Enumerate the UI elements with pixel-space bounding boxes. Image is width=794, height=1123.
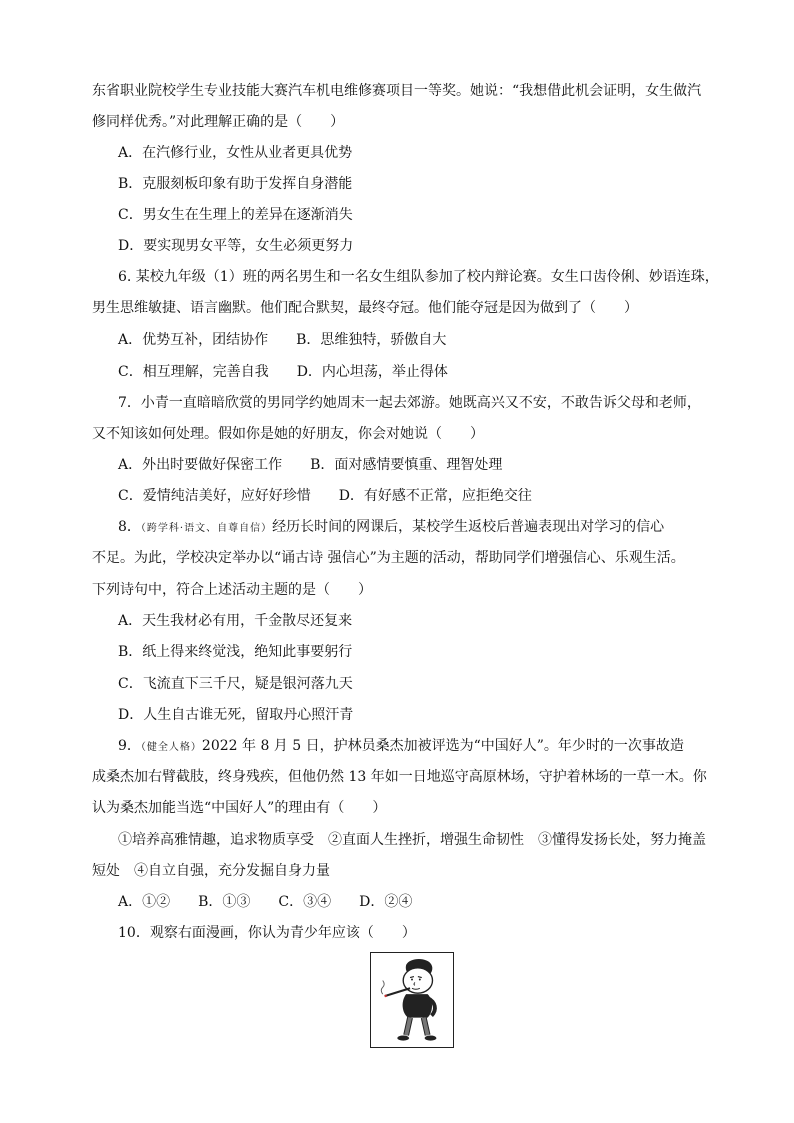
q6-options-ab: A．优势互补，团结协作 B．思维独特，骄傲自大 (118, 332, 447, 348)
q9-line-1 (118, 736, 684, 758)
q9-line-1-text: 2022 年 8 月 5 日，护林员桑杰加被评选为“中国好人”。年少时的一次事故造 (201, 738, 684, 754)
q6-options-cd: C．相互理解，完善自我 D．内心坦荡，举止得体 (118, 364, 448, 380)
q7-options-cd: C．爱情纯洁美好，应好好珍惜 D．有好感不正常，应拒绝交往 (118, 488, 532, 504)
q8-option-d: D．人生自古谁无死，留取丹心照汗青 (118, 707, 354, 723)
q7-line-2: 又不知该如何处理。假如你是她的好朋友，你会对她说（ ） (92, 426, 484, 442)
cartoon-image (370, 952, 454, 1048)
q8-line-3: 下列诗句中，符合上述活动主题的是（ ） (92, 582, 372, 598)
q5-option-a: A．在汽修行业，女性从业者更具优势 (118, 145, 353, 161)
q5-option-c: C．男女生在生理上的差异在逐渐消失 (118, 207, 353, 223)
q9-line-3: 认为桑杰加能当选“中国好人”的理由有（ ） (92, 800, 387, 816)
q8-line-1-text: 经历长时间的网课后，某校学生返校后普遍表现出对学习的信心 (272, 519, 665, 535)
q7-line-1: 7．小青一直暗暗欣赏的男同学约她周末一起去郊游。她既高兴又不安，不敢告诉父母和老师， (118, 395, 701, 411)
q10-line-1: 10．观察右面漫画，你认为青少年应该（ ） (118, 925, 416, 941)
q8-line-1 (118, 517, 664, 539)
q6-line-1: 6. 某校九年级（1）班的两名男生和一名女生组队参加了校内辩论赛。女生口齿伶俐、妙语连珠， (118, 269, 719, 285)
q7-options-ab: A．外出时要做好保密工作 B．面对感情要慎重、理智处理 (118, 457, 503, 473)
q5-option-b: B．克服刻板印象有助于发挥自身潜能 (118, 176, 353, 192)
q5-option-d: D．要实现男女平等，女生必须更努力 (118, 238, 354, 254)
q8-option-a: A．天生我材必有用，千金散尽还复来 (118, 613, 353, 629)
q9-line-2: 成桑杰加右臂截肢，终身残疾，但他仍然 13 年如一日地巡守高原林场，守护着林场的一草一木。你 (92, 769, 707, 785)
q9-number: 9． (118, 738, 141, 754)
q8-tag: （跨学科·语文、自尊自信） (140, 523, 273, 534)
q8-option-c: C．飞流直下三千尺，疑是银河落九天 (118, 676, 353, 692)
q5-line-1: 东省职业院校学生专业技能大赛汽车机电维修赛项目一等奖。她说：“我想借此机会证明，女生做汽 (92, 83, 702, 99)
q5-line-2: 修同样优秀。”对此理解正确的是（ ） (92, 114, 345, 130)
q8-number: 8． (118, 519, 141, 535)
smoking-boy-cartoon-icon (371, 953, 453, 1047)
q9-statements-2: 短处 ④自立自强，充分发掘自身力量 (92, 863, 330, 879)
q6-line-2: 男生思维敏捷、语言幽默。他们配合默契，最终夺冠。他们能夺冠是因为做到了（ ） (92, 300, 638, 316)
q9-options: A．①② B．①③ C．③④ D．②④ (118, 894, 413, 910)
q9-tag: （健全人格） (140, 742, 202, 753)
q8-line-2: 不足。为此，学校决定举办以“诵古诗 强信心”为主题的活动，帮助同学们增强信心、乐观生活。 (92, 550, 685, 566)
q8-option-b: B．纸上得来终觉浅，绝知此事要躬行 (118, 644, 353, 660)
q9-statements-1: ①培养高雅情趣，追求物质享受 ②直面人生挫折，增强生命韧性 ③懂得发扬长处，努力掩盖 (118, 832, 706, 848)
